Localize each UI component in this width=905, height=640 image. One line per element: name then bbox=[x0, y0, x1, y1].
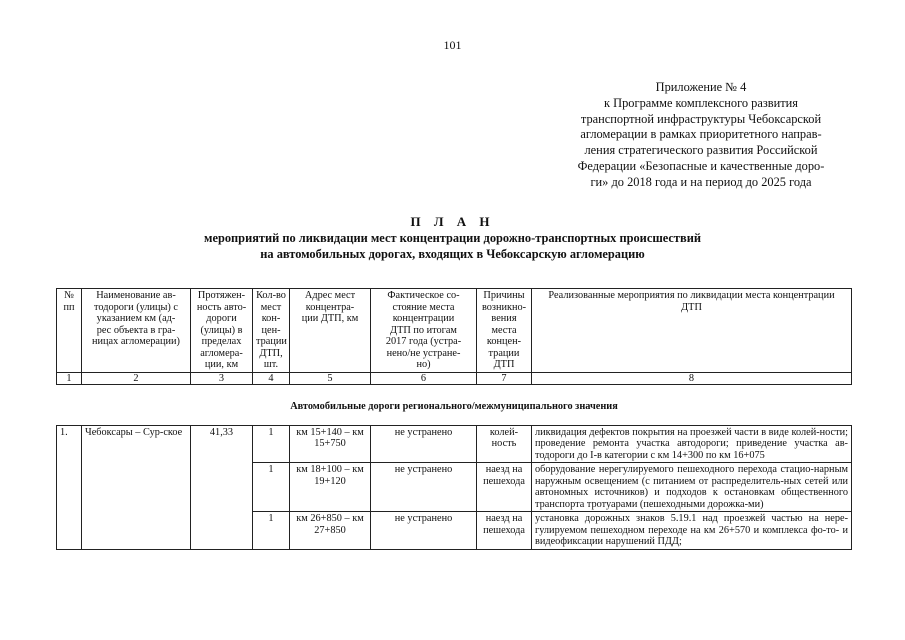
plan-title: П Л А Н bbox=[410, 214, 495, 229]
subtitle-line: на автомобильных дорогах, входящих в Чебоксарскую агломерацию bbox=[260, 246, 645, 261]
measures-text: оборудование нерегулируемого пешеходного перехода стацио-нарным наружным освещением (с питанием от распределитель-ных сетей или автономных источников) и подходов к остановкам общественного транспорта тротуарами (пешеходными дорожка-ми) bbox=[532, 463, 852, 512]
header-length: Протяжен- ность авто- дороги (улицы) в пределах агломера- ции, км bbox=[191, 289, 253, 373]
header-address: Адрес мест концентра- ции ДТП, км bbox=[290, 289, 371, 373]
accident-cause: наезд на пешехода bbox=[477, 512, 532, 550]
road-length: 41,33 bbox=[191, 425, 253, 549]
appendix-line: Приложение № 4 bbox=[655, 80, 747, 94]
accident-cause: наезд на пешехода bbox=[477, 463, 532, 512]
table-row bbox=[57, 425, 852, 463]
header-measures: Реализованные мероприятия по ликвидации места концентрации ДТП bbox=[532, 289, 852, 373]
site-address: км 26+850 – км 27+850 bbox=[290, 512, 371, 550]
road-number: 1. bbox=[57, 425, 82, 549]
site-status: не устранено bbox=[371, 463, 477, 512]
column-number: 3 bbox=[191, 372, 253, 384]
appendix-line: к Программе комплексного развития bbox=[604, 95, 798, 110]
header-status: Фактическое со- стояние места концентрации ДТП по итогам 2017 года (устра- нено/не устране- но) bbox=[371, 289, 477, 373]
column-number-row bbox=[57, 372, 852, 384]
measures-text: установка дорожных знаков 5.19.1 над проезжей частью на нере-гулируемом пешеходном переходе на км 26+570 и комплекса фо-то- и видеофиксации нарушений ПДД; bbox=[532, 512, 852, 550]
site-count: 1 bbox=[253, 512, 290, 550]
column-number: 2 bbox=[82, 372, 191, 384]
page-number: 101 bbox=[443, 38, 462, 52]
appendix-line: транспортной инфраструктуры Чебоксарской bbox=[580, 111, 822, 126]
header-count: Кол-во мест кон- цен- трации ДТП, шт. bbox=[253, 289, 290, 373]
road-name: Чебоксары – Сур-ское bbox=[82, 425, 191, 549]
site-address: км 15+140 – км 15+750 bbox=[290, 425, 371, 463]
appendix-line: ги» до 2018 года и на период до 2025 года bbox=[590, 174, 812, 189]
subtitle-line: мероприятий по ликвидации мест концентрации дорожно-транспортных происшествий bbox=[204, 231, 701, 245]
site-count: 1 bbox=[253, 463, 290, 512]
column-number: 7 bbox=[477, 372, 532, 384]
measures-text: ликвидация дефектов покрытия на проезжей части в виде колей-ности; проведение ремонта участка автодороги; приведение участка ав-тодороги до I-в категории с км 14+300 по км 16+075 bbox=[532, 425, 852, 463]
appendix-line: агломерации в рамках приоритетного направ- bbox=[580, 127, 822, 142]
column-number: 1 bbox=[57, 372, 82, 384]
site-status: не устранено bbox=[371, 425, 477, 463]
section-title: Автомобильные дороги регионального/межмуниципального значения bbox=[57, 384, 852, 425]
appendix-line: ления стратегического развития Российской bbox=[584, 143, 818, 158]
plan-subtitle bbox=[0, 231, 905, 262]
column-number: 8 bbox=[532, 372, 852, 384]
column-number: 6 bbox=[371, 372, 477, 384]
accident-cause: колей-ность bbox=[477, 425, 532, 463]
appendix-note bbox=[560, 80, 842, 191]
appendix-line: Федерации «Безопасные и качественные доро- bbox=[577, 158, 825, 173]
site-status: не устранено bbox=[371, 512, 477, 550]
table-header-row bbox=[57, 289, 852, 373]
column-number: 4 bbox=[253, 372, 290, 384]
header-cause: Причины возникно- вения места концен- трации ДТП bbox=[477, 289, 532, 373]
site-count: 1 bbox=[253, 425, 290, 463]
section-row bbox=[57, 384, 852, 425]
header-number: № пп bbox=[57, 289, 82, 373]
column-number: 5 bbox=[290, 372, 371, 384]
measures-table bbox=[56, 288, 852, 550]
site-address: км 18+100 – км 19+120 bbox=[290, 463, 371, 512]
header-road-name: Наименование ав- тодороги (улицы) с указанием км (ад- рес объекта в гра- ницах агломерации) bbox=[82, 289, 191, 373]
